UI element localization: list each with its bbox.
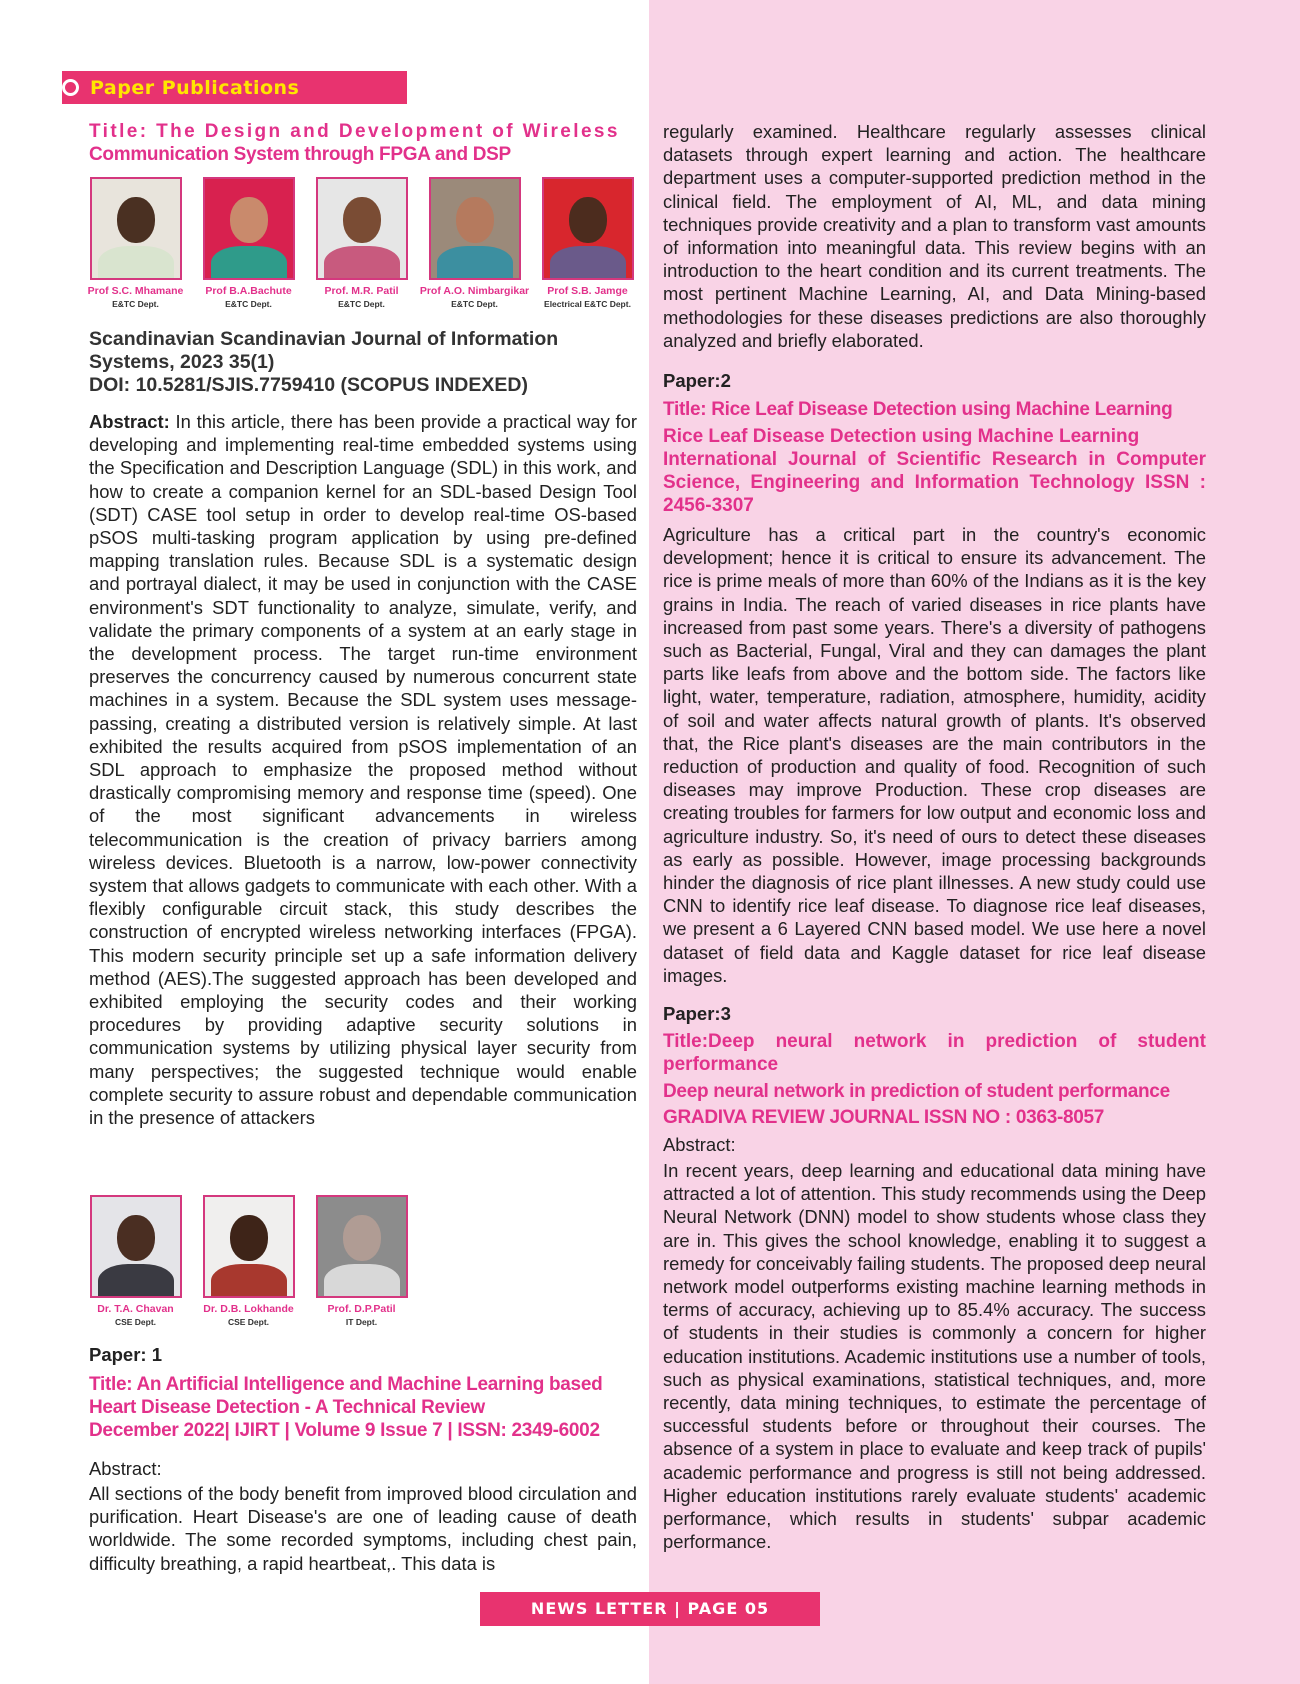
author-dept: Electrical E&TC Dept. [544,299,631,309]
paper-top-authors [79,177,644,309]
paper1-journal: December 2022| IJIRT | Volume 9 Issue 7 | ISSN: 2349-6002 [89,1420,600,1441]
paper2-label: Paper:2 [663,370,731,391]
author-photo [203,1195,295,1298]
paper2-titles [663,396,1206,450]
author-card [305,1195,418,1327]
paper3-label: Paper:3 [663,1003,731,1024]
paper-top-abstract [89,410,637,1129]
paper1-abstract-part1: All sections of the body benefit from improved blood circulation and purification. Heart Disease's are one of leading cause of death worldwide. The some recorded symptoms, including chest pain, difficulty breathing, a rapid heartbeat,. This data is [89,1483,637,1574]
author-name: Prof S.B. Jamge [547,285,628,297]
author-photo [316,177,408,280]
paper1-title-line1: Title: An Artificial Intelligence and Machine Learning based [89,1374,603,1395]
paper-top-title-line2: Communication System through FPGA and DSP [89,144,511,165]
author-dept: IT Dept. [345,1317,378,1327]
bullet-circle-icon [62,79,79,96]
author-card [79,1195,192,1327]
author-name: Prof B.A.Bachute [205,285,292,297]
footer-page-label: NEWS LETTER | PAGE 05 [480,1592,820,1626]
paper-top-title-line1: Title: The Design and Development of Wireless [89,121,620,142]
journal-line2: Systems, 2023 35(1) [89,351,275,373]
author-photo [542,177,634,280]
section-tag-label: Paper Publications [90,77,300,99]
paper2-subtitle: Rice Leaf Disease Detection using Machine Learning [663,426,1140,447]
paper-top-title [89,120,637,166]
paper1-title-line2: Heart Disease Detection - A Technical Review [89,1397,485,1418]
paper3-abstract: In recent years, deep learning and educational data mining have attracted a lot of attention. This study recommends using the Deep Neural Network (DNN) model to show students whose class they are in. This gives the school knowledge, enabling it to suggest a remedy for conceivably failing students. The proposed deep neural network model outperforms existing machine learning methods in terms of accuracy, achieving up to 85.4% accuracy. The success of students in their studies is commonly a concern for higher education institutions. Academic institutions use a number of tools, such as physical examinations, statistical techniques, and, more recently, data mining techniques, to estimate the percentage of successful students before or throughout their courses. The absence of a system in place to evaluate and keep track of pupils' academic performance and progress is still not being addressed. Higher education institutions rarely evaluate students' academic performance, which results in students' subpar academic performance. [663,1160,1206,1553]
author-name: Prof S.C. Mhamane [87,285,184,297]
author-card [531,177,644,309]
journal-doi: DOI: 10.5281/SJIS.7759410 (SCOPUS INDEXED) [89,374,528,396]
abstract-text: In this article, there has been provide a practical way for developing and implementing real-time embedded systems using the Specification and Description Language (SDL) in this work, and how to create a companion kernel for an SDL-based Design Tool (SDT) CASE tool setup in order to develop real-time OS-based pSOS multi-tasking program application by using pre-defined mapping translation rules. Because SDL is a systematic design and portrayal dialect, it may be used in conjunction with the CASE environment's SDT functionality to analyze, simulate, verify, and validate the primary components of a system at an early stage in the development process. The target run-time environment preserves the concurrency caused by numerous concurrent state machines in a system. Because the SDL system uses message-passing, creating a distributed version is relatively simple. At last exhibited the results acquired from pSOS implementation of an SDL approach to emphasize the proposed method without drastically compromising memory and response time (speed). One of the most significant advancements in wireless telecommunication is the creation of privacy barriers among wireless devices. Bluetooth is a narrow, low-power connectivity system that allows gadgets to communicate with each other. With a flexibly configurable circuit stack, this study describes the construction of encrypted wireless networking interfaces (FPGA). This modern security principle set up a safe information delivery method (AES).The suggested approach has been developed and exhibited employing the security codes and their working procedures by providing adaptive security solutions in communication systems by utilizing physical layer security from many perspectives; the suggested technique would enable complete security to assure robust and dependable communication in the presence of attackers [89,411,637,1129]
author-dept: CSE Dept. [114,1317,157,1327]
author-card [192,177,305,309]
journal-line1: Scandinavian Scandinavian Journal of Information [89,328,559,350]
author-card [305,177,418,309]
paper3-title: Title:Deep neural network in prediction of student performance [663,1031,1206,1075]
author-name: Prof. M.R. Patil [324,285,399,297]
author-photo [203,177,295,280]
section-tag [62,71,407,104]
paper3-abstract-label: Abstract: [663,1134,736,1155]
paper2-abstract: Agriculture has a critical part in the country's economic development; hence it is critical to ensure its advancement. The rice is prime meals of more than 60% of the Indians as it is the key grains in India. The reach of varied diseases in rice plants have increased from past some years. There's a diversity of pathogens such as Bacterial, Fungal, Viral and they can damages the plant parts like leafs from above and the bottom side. The factors like light, water, temperature, radiation, atmosphere, humidity, acidity of soil and water affects natural growth of plants. It's observed that, the Rice plant's diseases are the main contributors in the reduction of production and quality of food. Recognition of such diseases may improve Production. These crop diseases are creating troubles for farmers for low output and economic loss and agriculture industry. So, it's need of ours to detect these diseases as early as possible. However, image processing backgrounds hinder the diagnosis of rice plant illnesses. A new study could use CNN to identify rice leaf disease. To diagnose rice leaf diseases, we present a 6 Layered CNN based model. We use here a novel dataset of field data and Kaggle dataset for rice leaf disease images. [663,524,1206,986]
paper3-journal: GRADIVA REVIEW JOURNAL ISSN NO : 0363-8057 [663,1107,1105,1128]
paper1-label: Paper: 1 [89,1344,163,1365]
author-dept: E&TC Dept. [338,299,385,309]
author-card [192,1195,305,1327]
paper3-subtitle: Deep neural network in prediction of student performance [663,1081,1170,1102]
author-photo [90,1195,182,1298]
author-name: Prof. D.P.Patil [327,1303,396,1315]
author-card [418,177,531,309]
paper2-title: Title: Rice Leaf Disease Detection using Machine Learning [663,399,1173,420]
paper2-journal: International Journal of Scientific Research in Computer Science, Engineering and Information Technology ISSN : 2456-3307 [663,449,1206,516]
author-dept: CSE Dept. [227,1317,270,1327]
author-dept: E&TC Dept. [225,299,272,309]
paper1-authors [79,1195,418,1327]
author-name: Dr. D.B. Lokhande [203,1303,294,1315]
abstract-label: Abstract: [89,411,170,432]
paper1-title [89,1373,637,1442]
author-name: Dr. T.A. Chavan [97,1303,174,1315]
author-name: Prof A.O. Nimbargikar [419,285,530,297]
paper3-subtitles [663,1079,1206,1131]
paper1-abstract-label: Abstract: [89,1458,162,1479]
paper1-abstract-part2: regularly examined. Healthcare regularly assesses clinical datasets through expert learning and action. The healthcare department uses a computer-supported prediction method in the clinical field. The employment of AI, ML, and data mining techniques provide creativity and a plan to transform vast amounts of information into meaningful data. This review begins with an introduction to the heart condition and its current treatments. The most pertinent Machine Learning, AI, and Data Mining-based methodologies for these diseases predictions are also thoroughly analyzed and briefly elaborated. [663,121,1206,351]
author-card [79,177,192,309]
author-photo [316,1195,408,1298]
author-photo [90,177,182,280]
author-dept: E&TC Dept. [451,299,498,309]
author-dept: E&TC Dept. [112,299,159,309]
paper-top-journal [89,328,637,397]
author-photo [429,177,521,280]
